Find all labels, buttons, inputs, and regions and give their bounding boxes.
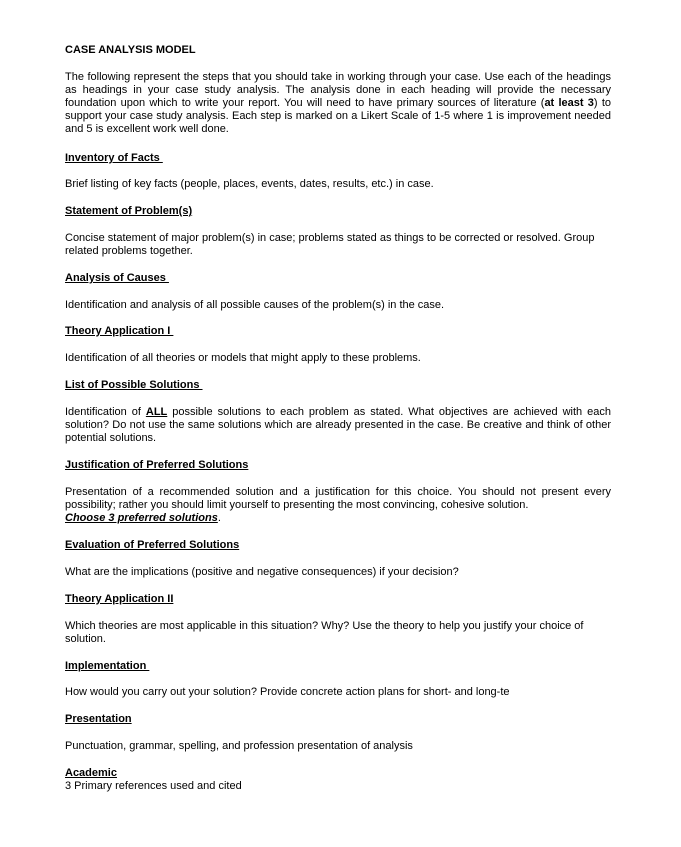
- text-evaluation-of-preferred-solutions: What are the implications (positive and negative consequences) if your decision?: [65, 566, 459, 578]
- intro-emphasis: at least 3: [544, 97, 594, 109]
- text-analysis-of-causes: Identification and analysis of all possible causes of the problem(s) in the case.: [65, 299, 445, 311]
- text-justification-of-preferred-solutions: [65, 486, 611, 525]
- text-list-of-possible-solutions: [65, 406, 611, 445]
- text-academic: 3 Primary references used and cited: [65, 780, 242, 792]
- heading-theory-application-2: Theory Application II: [65, 593, 174, 605]
- heading-statement-of-problems: Statement of Problem(s): [65, 205, 193, 217]
- page-title: CASE ANALYSIS MODEL: [65, 44, 196, 56]
- text-inventory-of-facts: Brief listing of key facts (people, places, events, dates, results, etc.) in case.: [65, 178, 434, 190]
- heading-analysis-of-causes: Analysis of Causes: [65, 272, 169, 284]
- text-implementation: How would you carry out your solution? Provide concrete action plans for short- and long-te: [65, 686, 510, 698]
- text-statement-of-problems: Concise statement of major problem(s) in case; problems stated as things to be corrected or resolved. Group related problems together.: [65, 232, 595, 257]
- heading-inventory-of-facts: Inventory of Facts: [65, 152, 163, 164]
- solutions-all-emphasis: ALL: [145, 406, 168, 418]
- heading-justification-of-preferred-solutions: Justification of Preferred Solutions: [65, 459, 249, 471]
- heading-implementation: Implementation: [65, 660, 150, 672]
- heading-list-of-possible-solutions: List of Possible Solutions: [65, 379, 203, 391]
- heading-evaluation-of-preferred-solutions: Evaluation of Preferred Solutions: [65, 539, 240, 551]
- intro-text-1: The following represent the steps that you should take in working through your case. Use each of the headings as headings in your case study analysis. The analysis done in each heading will provide the necessary foundation upon which to write your report. You will need to have primary sources of literature (: [65, 71, 611, 109]
- heading-theory-application-1: Theory Application I: [65, 325, 174, 337]
- text-theory-application-1: Identification of all theories or models that might apply to these problems.: [65, 352, 421, 364]
- text-presentation: Punctuation, grammar, spelling, and profession presentation of analysis: [65, 740, 413, 752]
- solutions-text-post: possible solutions to each problem as stated. What objectives are achieved with each solution? Do not use the same solutions which are already presented in the case. Be creative and think of other potential solutions.: [65, 406, 612, 444]
- intro-paragraph: [65, 71, 611, 136]
- justification-tail: .: [217, 512, 221, 524]
- heading-presentation: Presentation: [65, 713, 132, 725]
- intro-text-2: ) to support your case study analysis. Each step is marked on a Likert Scale of 1-5 where 1 is improvement needed and 5 is excellent work well done.: [65, 97, 611, 135]
- heading-academic: Academic: [65, 767, 117, 779]
- choose-preferred-solutions-emphasis: Choose 3 preferred solutions: [65, 512, 218, 524]
- text-theory-application-2: Which theories are most applicable in this situation? Why? Use the theory to help you justify your choice of solution.: [65, 620, 584, 645]
- justification-text: Presentation of a recommended solution and a justification for this choice. You should not present every possibility; rather you should limit yourself to presenting the most convincing, cohesive solution.: [65, 486, 611, 511]
- solutions-text-pre: Identification of: [65, 406, 146, 418]
